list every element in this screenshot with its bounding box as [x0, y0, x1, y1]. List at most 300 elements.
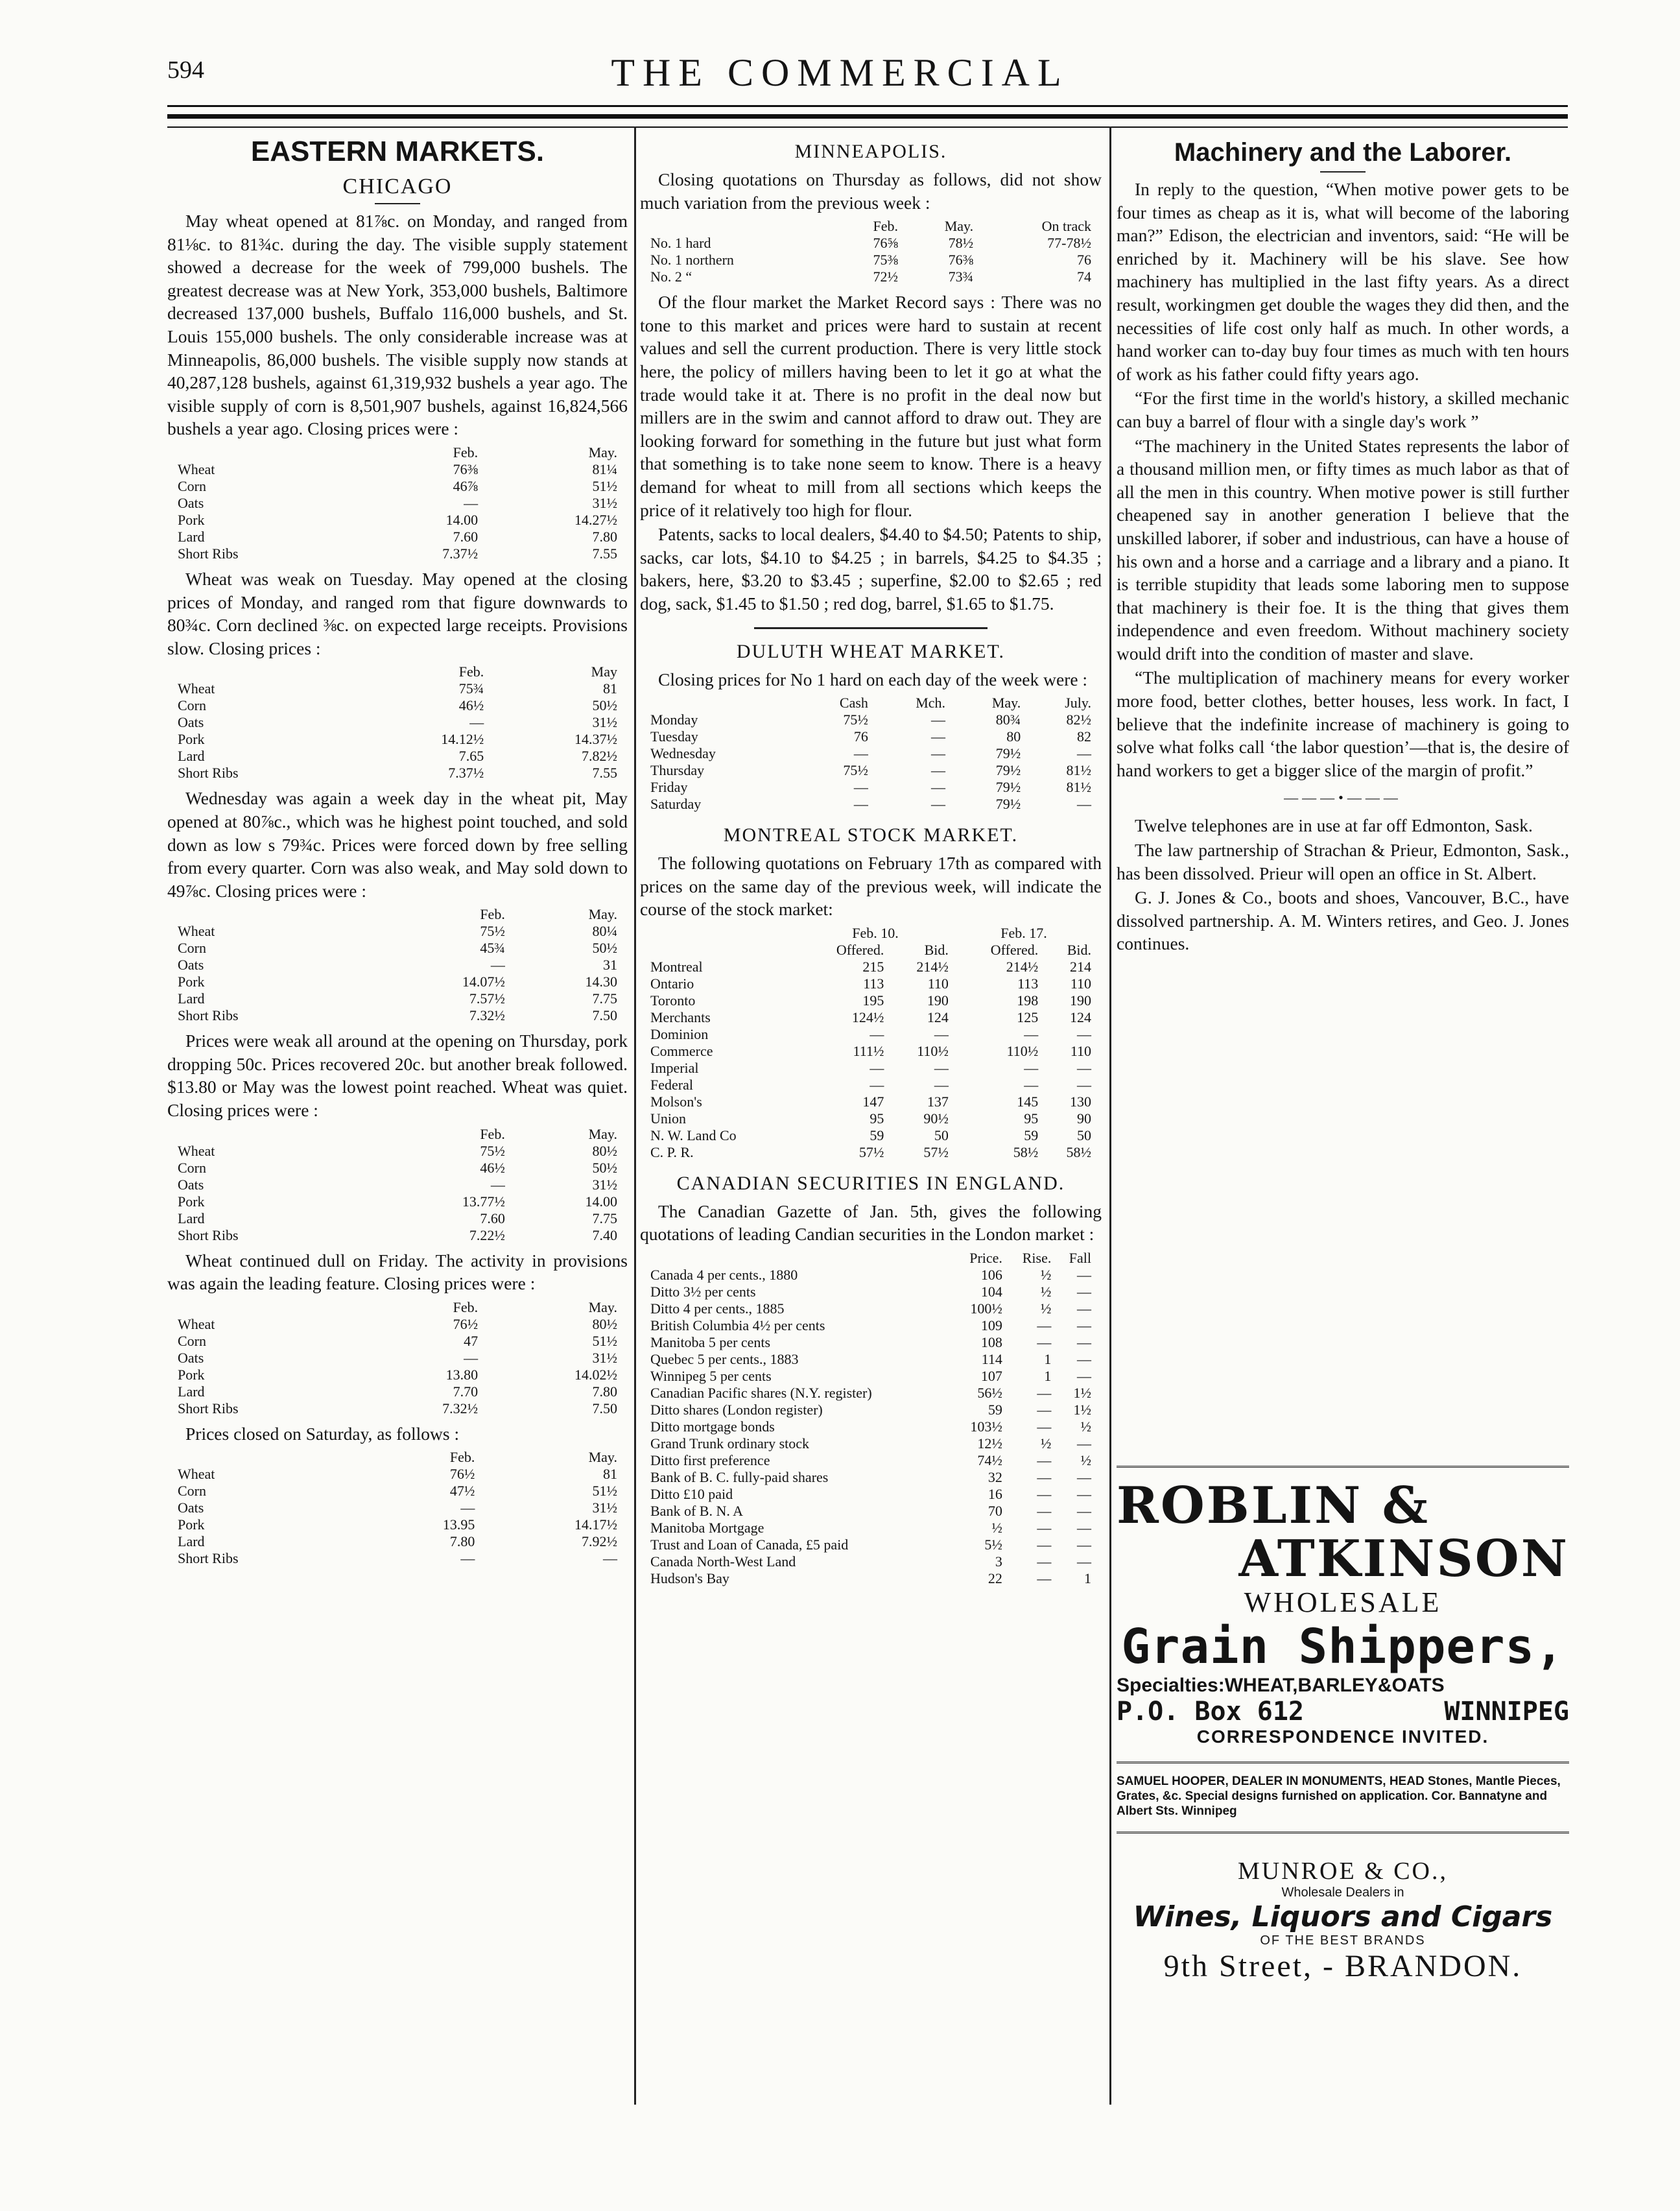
table-cell: 125: [1017, 1009, 1039, 1025]
table-cell: 81¼: [592, 460, 617, 477]
table-row: [646, 1402, 1095, 1418]
table-row: [174, 697, 621, 714]
table-column-header: Feb.: [453, 1298, 479, 1315]
row-label: Trust and Loan of Canada, £5 paid: [650, 1536, 849, 1553]
table-cell: 58½: [1066, 1143, 1091, 1160]
table-cell: —: [1077, 1553, 1091, 1570]
table-cell: 7.57½: [469, 990, 505, 1007]
row-label: Ditto 3½ per cents: [650, 1284, 756, 1300]
table-cell: 45¾: [480, 940, 505, 957]
table-cell: 80¾: [995, 711, 1021, 728]
table-cell: —: [934, 1059, 949, 1076]
table-row: [646, 1110, 1095, 1127]
table-cell: —: [490, 957, 505, 974]
table-row: [174, 1466, 621, 1483]
table-corner: [174, 444, 362, 461]
row-label: Manitoba 5 per cents: [650, 1334, 771, 1351]
table-cell: 14.07½: [462, 974, 505, 990]
title-rule: [1320, 171, 1366, 173]
table-row: [646, 269, 1095, 285]
section-title: Machinery and the Laborer.: [1174, 138, 1512, 167]
masthead-rule-thick: [167, 114, 1568, 119]
row-label: Wheat: [178, 1142, 215, 1159]
table-row: [646, 1284, 1095, 1300]
column-machinery: [1117, 133, 1569, 1404]
row-label: Union: [650, 1110, 686, 1127]
table-row: [646, 1009, 1095, 1026]
table-cell: —: [1077, 1025, 1091, 1042]
table-cell: —: [1037, 1385, 1052, 1402]
table-cell: 57½: [858, 1143, 884, 1160]
table-cell: 59: [870, 1127, 884, 1143]
ad-wholesale: WHOLESALE: [1244, 1586, 1442, 1618]
table-row: [174, 748, 621, 765]
paragraph: Wheat continued dull on Friday. The activity in provisions was again the leading feature. Closing prices were :: [167, 1250, 628, 1294]
table-cell: 50: [1077, 1127, 1091, 1143]
table-cell: 7.40: [592, 1226, 617, 1243]
table-column-header: Feb.: [458, 663, 484, 680]
ad-hooper: SAMUEL HOOPER, DEALER IN MONUMENTS, HEAD Stones, Mantle Pieces, Grates, &c. Special designs furnished on application. Cor. Bannatyne and Albert Sts. Winnipeg: [1117, 1775, 1561, 1818]
row-label: Bank of B. C. fully-paid shares: [650, 1469, 829, 1486]
table-cell: 50½: [592, 940, 617, 957]
table-cell: 57½: [923, 1143, 949, 1160]
table-cell: 124½: [851, 1009, 884, 1025]
table-cell: —: [1077, 1469, 1091, 1486]
table-cell: 214½: [916, 958, 949, 975]
table-cell: 137: [927, 1093, 949, 1110]
table-row: [174, 731, 621, 748]
row-label: Pork: [178, 1193, 205, 1210]
table-cell: —: [931, 779, 946, 796]
table-row: [174, 1383, 621, 1400]
row-label: Short Ribs: [178, 1007, 239, 1024]
table-cell: 108: [980, 1334, 1002, 1351]
table-cell: 78½: [948, 235, 974, 252]
table-cell: 1: [1044, 1368, 1052, 1385]
table-cell: 7.80: [449, 1533, 475, 1550]
table-cell: 81½: [1066, 762, 1091, 779]
table-row: [174, 478, 621, 495]
row-label: No. 1 northern: [650, 252, 734, 269]
table-row: [174, 545, 621, 562]
table-cell: 5½: [984, 1536, 1002, 1553]
row-label: Ditto first preference: [650, 1452, 770, 1469]
table-cell: 7.75: [592, 990, 617, 1007]
table-cell: 190: [1070, 992, 1091, 1009]
table-corner: [174, 1126, 366, 1143]
table-cell: 1: [1044, 1351, 1052, 1368]
row-label: Ontario: [650, 975, 694, 992]
table-cell: —: [934, 1025, 949, 1042]
row-label: Lard: [178, 1533, 205, 1550]
table-row: [646, 745, 1095, 762]
table-row: [174, 1316, 621, 1333]
table-column-header: On track: [1041, 218, 1091, 235]
table-row: [646, 1368, 1095, 1385]
ad-munroe-name: MUNROE & CO.,: [1237, 1858, 1449, 1885]
table-cell: —: [1077, 1435, 1091, 1452]
table-column-header: Price.: [969, 1250, 1002, 1267]
row-label: Quebec 5 per cents., 1883: [650, 1351, 799, 1368]
row-label: Pork: [178, 731, 205, 748]
table-row: [646, 959, 1095, 975]
table-row: [174, 1400, 621, 1417]
table-row: [174, 1143, 621, 1160]
table-group-label: Feb. 10.: [852, 924, 899, 941]
table-cell: 14.17½: [574, 1516, 617, 1533]
table-cell: 50½: [592, 697, 617, 714]
column-eastern-markets: [167, 133, 628, 2105]
table-cell: —: [1037, 1570, 1052, 1587]
table-row: [646, 1570, 1095, 1587]
paragraph: Of the flour market the Market Record says : There was no tone to this market and prices were hard to sustain at recent values and sell the current production. There is very little stock here, the policy of millers having been to let it go at what the trade would take it at. There is no profit in the deal now but millers are in the swim and cannot afford to draw out. They are looking forward for something in the future but just what form that something is to take none seem to know. There is a heavy demand for wheat to mill from all sections which keeps the price of it relatively too high for flour.: [640, 292, 1102, 520]
table-cell: 50½: [592, 1159, 617, 1176]
paragraph: “For the first time in the world's history, a skilled mechanic can buy a barrel of flour with a single day's work ”: [1117, 388, 1569, 431]
row-label: Pork: [178, 1516, 205, 1533]
table-row: [646, 992, 1095, 1009]
table-row: [646, 1300, 1095, 1317]
table-cell: 31½: [592, 494, 617, 511]
table-cell: 95: [870, 1110, 884, 1127]
row-label: Short Ribs: [178, 1550, 239, 1567]
table-cell: —: [460, 1500, 475, 1516]
table-corner: [174, 663, 354, 680]
table-row: [174, 680, 621, 697]
table-cell: 214½: [1006, 958, 1039, 975]
price-table: [174, 444, 621, 562]
table-cell: —: [1077, 1486, 1091, 1503]
table-cell: 46½: [480, 1159, 505, 1176]
table-cell: —: [931, 711, 946, 728]
row-label: Monday: [650, 711, 698, 728]
row-label: Ditto £10 paid: [650, 1486, 733, 1503]
table-cell: 90½: [923, 1110, 949, 1127]
table-cell: 7.65: [458, 748, 484, 765]
table-cell: —: [460, 1550, 475, 1567]
table-cell: 190: [927, 992, 949, 1009]
table-cell: 56½: [977, 1385, 1002, 1402]
table-cell: ½: [1040, 1284, 1052, 1300]
row-label: Tuesday: [650, 728, 698, 745]
table-cell: 76: [853, 728, 868, 745]
table-cell: 75½: [843, 711, 868, 728]
row-label: Lard: [178, 1210, 205, 1226]
table-cell: 31½: [592, 1500, 617, 1516]
table-row: [646, 1536, 1095, 1553]
row-label: Dominion: [650, 1025, 709, 1042]
table-row: [174, 714, 621, 731]
table-cell: 7.75: [592, 1210, 617, 1226]
table-cell: —: [931, 728, 946, 745]
paragraph: Closing quotations on Thursday as follows, did not show much variation from the previous week :: [640, 169, 1102, 213]
table-cell: —: [1077, 745, 1091, 762]
table-column-header: May.: [588, 906, 617, 923]
table-cell: 7.55: [592, 545, 617, 562]
section-title: MONTREAL STOCK MARKET.: [723, 824, 1019, 846]
table-corner: [174, 1299, 362, 1316]
table-row: [174, 1533, 621, 1550]
column-divider: [1109, 126, 1111, 2105]
table-row: [646, 1317, 1095, 1334]
row-label: Manitoba Mortgage: [650, 1520, 764, 1536]
table-cell: 7.32½: [469, 1007, 505, 1024]
table-cell: 79½: [995, 745, 1021, 762]
section-rule: [754, 627, 988, 629]
table-column-header: Feb.: [873, 218, 898, 235]
table-row: [646, 1385, 1095, 1402]
ad-company-line1: ROBLIN &: [1117, 1476, 1430, 1535]
table-cell: 110: [1070, 975, 1091, 992]
table-row: [174, 1550, 621, 1567]
table-cell: 14.02½: [574, 1366, 617, 1383]
row-label: Lard: [178, 990, 205, 1007]
row-label: Grand Trunk ordinary stock: [650, 1435, 810, 1452]
table-cell: 7.50: [592, 1400, 617, 1416]
table-row: [646, 1452, 1095, 1469]
table-cell: —: [1077, 1076, 1091, 1093]
table-row: [174, 1350, 621, 1367]
table-cell: —: [1077, 1334, 1091, 1351]
table-cell: 51½: [592, 477, 617, 494]
ad-munroe-goods: Wines, Liquors and Cigars: [1133, 1900, 1553, 1933]
table-cell: 79½: [995, 779, 1021, 796]
table-column-header: Feb.: [480, 906, 505, 923]
table-cell: 111½: [853, 1042, 884, 1059]
price-table: [174, 1126, 621, 1244]
table-header: [646, 695, 1095, 711]
table-cell: —: [1037, 1469, 1052, 1486]
row-label: Short Ribs: [178, 765, 239, 782]
table-cell: —: [1037, 1334, 1052, 1351]
table-cell: 7.50: [592, 1007, 617, 1024]
table-cell: 110: [1070, 1042, 1091, 1059]
table-cell: 47½: [449, 1483, 475, 1500]
table-cell: —: [464, 1349, 479, 1366]
table-cell: 110: [927, 975, 949, 992]
row-label: Canadian Pacific shares (N.Y. register): [650, 1385, 872, 1402]
table-column-header: Feb.: [453, 444, 479, 460]
table-group-header: [646, 925, 1095, 942]
row-label: Bank of B. N. A: [650, 1503, 743, 1520]
table-cell: 31½: [592, 714, 617, 731]
table-cell: 75¾: [458, 680, 484, 697]
table-cell: —: [934, 1076, 949, 1093]
row-label: No. 1 hard: [650, 235, 711, 252]
table-cell: 31½: [592, 1176, 617, 1193]
table-column-header: Offered.: [836, 941, 884, 958]
table-cell: 58½: [1013, 1143, 1039, 1160]
table-cell: ½: [1040, 1435, 1052, 1452]
table-cell: 100½: [970, 1300, 1002, 1317]
table-row: [174, 529, 621, 545]
row-label: Wednesday: [650, 745, 716, 762]
row-label: Montreal: [650, 958, 703, 975]
table-cell: —: [469, 714, 484, 731]
row-label: Ditto 4 per cents., 1885: [650, 1300, 785, 1317]
table-cell: 107: [980, 1368, 1002, 1385]
table-column-header: Bid.: [1067, 941, 1091, 958]
table-corner: [646, 218, 834, 235]
table-cell: 76⅜: [453, 460, 479, 477]
table-cell: 79½: [995, 796, 1021, 813]
table-row: [646, 1553, 1095, 1570]
table-cell: —: [853, 745, 868, 762]
table-row: [646, 1077, 1095, 1094]
row-label: Imperial: [650, 1059, 699, 1076]
row-label: Saturday: [650, 796, 702, 813]
price-table: [174, 906, 621, 1024]
table-cell: 195: [862, 992, 884, 1009]
securities-table: [646, 1250, 1095, 1587]
table-cell: 214: [1070, 958, 1091, 975]
ad-pobox: P.O. Box 612: [1117, 1697, 1304, 1727]
table-cell: 75½: [843, 762, 868, 779]
row-label: Molson's: [650, 1093, 702, 1110]
ad-city: WINNIPEG: [1444, 1697, 1569, 1727]
table-cell: 7.70: [453, 1383, 479, 1400]
table-cell: —: [853, 779, 868, 796]
table-cell: 81: [603, 1466, 617, 1483]
table-row: [646, 762, 1095, 779]
table-cell: 113: [863, 975, 884, 992]
table-cell: —: [1037, 1503, 1052, 1520]
row-label: Federal: [650, 1076, 693, 1093]
row-label: Hudson's Bay: [650, 1570, 729, 1587]
table-row: [174, 461, 621, 478]
ad-munroe-address: 9th Street, - BRANDON.: [1163, 1949, 1522, 1983]
row-label: No. 2 “: [650, 269, 692, 285]
table-cell: 13.80: [445, 1366, 479, 1383]
row-label: N. W. Land Co: [650, 1127, 737, 1143]
ad-rule: [1117, 1762, 1569, 1763]
table-cell: 80: [1006, 728, 1021, 745]
table-corner: [646, 1250, 952, 1267]
ad-correspondence: CORRESPONDENCE INVITED.: [1196, 1727, 1489, 1747]
masthead-rule: [167, 105, 1568, 107]
table-cell: —: [1037, 1553, 1052, 1570]
table-cell: 109: [980, 1317, 1002, 1334]
table-column-header: Bid.: [924, 941, 949, 958]
table-row: [646, 711, 1095, 728]
table-row: [174, 495, 621, 512]
table-cell: 76⅜: [948, 252, 974, 269]
table-column-header: Feb.: [480, 1125, 505, 1142]
table-row: [174, 1516, 621, 1533]
row-label: Corn: [178, 1159, 206, 1176]
table-cell: —: [1077, 796, 1091, 813]
table-cell: 32: [988, 1469, 1002, 1486]
table-cell: 7.22½: [469, 1226, 505, 1243]
table-column-header: Fall: [1069, 1250, 1091, 1267]
row-label: Wheat: [178, 680, 215, 697]
table-cell: 7.80: [592, 1383, 617, 1400]
table-header: [174, 1299, 621, 1316]
row-label: Corn: [178, 940, 206, 957]
table-cell: 74: [1077, 269, 1091, 285]
table-cell: 147: [862, 1093, 884, 1110]
row-label: Oats: [178, 494, 204, 511]
table-cell: 215: [862, 958, 884, 975]
table-corner: [646, 942, 798, 959]
row-label: Ditto shares (London register): [650, 1402, 823, 1418]
table-cell: 75⅜: [873, 252, 898, 269]
table-cell: 75½: [480, 923, 505, 940]
title-rule: [375, 203, 420, 204]
table-cell: 14.12½: [441, 731, 484, 748]
table-row: [174, 1227, 621, 1244]
table-cell: —: [1037, 1317, 1052, 1334]
row-label: Canada North-West Land: [650, 1553, 796, 1570]
table-cell: 59: [1024, 1127, 1039, 1143]
table-column-header: Offered.: [990, 941, 1039, 958]
table-cell: 113: [1017, 975, 1039, 992]
table-row: [174, 1210, 621, 1227]
row-label: Short Ribs: [178, 1400, 239, 1416]
paragraph: Prices were weak all around at the opening on Thursday, pork dropping 50c. Prices recovered 20c. but another break followed. $13.80 or May was the lowest point reached. Wheat was quiet. Closing prices were :: [167, 1031, 628, 1121]
row-label: Friday: [650, 779, 688, 796]
table-cell: 198: [1017, 992, 1039, 1009]
column-minneapolis: [640, 133, 1102, 2105]
paragraph: Wheat was weak on Tuesday. May opened at the closing prices of Monday, and ranged rom that figure downwards to 80¾c. Corn declined ⅜c. on expected large receipts. Provisions slow. Closing prices :: [167, 568, 628, 658]
row-label: Wheat: [178, 923, 215, 940]
paragraph: Closing prices for No 1 hard on each day of the week were :: [658, 669, 1088, 689]
subsection-title: CHICAGO: [342, 174, 453, 198]
table-cell: —: [853, 796, 868, 813]
table-row: [646, 1435, 1095, 1452]
table-header: [174, 1126, 621, 1143]
table-cell: 124: [1070, 1009, 1091, 1025]
table-cell: 51½: [592, 1332, 617, 1349]
row-label: Oats: [178, 957, 204, 974]
table-row: [646, 1334, 1095, 1351]
paragraph: Wednesday was again a week day in the wheat pit, May opened at 80⅞c., which was he highest point touched, and sold down as low s 79¾c. Prices were forced down by free selling from every quarter. Corn was also weak, and May sold down to 49⅞c. Closing prices were :: [167, 788, 628, 901]
table-row: [646, 1469, 1095, 1486]
table-corner: [174, 906, 366, 923]
table-row: [646, 975, 1095, 992]
table-cell: 7.37½: [442, 545, 479, 562]
table-cell: 16: [988, 1486, 1002, 1503]
table-cell: 13.95: [442, 1516, 475, 1533]
paragraph: “The machinery in the United States represents the labor of a thousand million men, or fifty times as much labor as that of all the men in this country. When motive power is still further cheapened say in another generation I believe that the unskilled laborer, if sober and industrious, can have a house of his own and a horse and a carriage and a library and a piano. It is terrible stupidity that leads some laboring men to suppose that machinery is their foe. It is the thing that gives them independence and even freedom. Without machinery society would drift into the condition of master and slave.: [1117, 435, 1569, 663]
ad-roblin-atkinson: [1117, 1466, 1569, 1984]
row-label: Oats: [178, 1349, 204, 1366]
table-cell: 7.82½: [582, 748, 617, 765]
table-cell: —: [1037, 1418, 1052, 1435]
table-row: [174, 1160, 621, 1177]
table-cell: —: [1024, 1059, 1039, 1076]
paragraph: The Canadian Gazette of Jan. 5th, gives the following quotations of leading Candian securities in the London market :: [640, 1201, 1102, 1245]
section-title: MINNEAPOLIS.: [794, 141, 947, 162]
table-cell: 7.60: [453, 528, 479, 545]
table-column-header: Feb.: [449, 1449, 475, 1466]
masthead-rule-thin: [167, 126, 1568, 128]
row-label: British Columbia 4½ per cents: [650, 1317, 825, 1334]
table-cell: 46½: [458, 697, 484, 714]
ad-munroe-brands: OF THE BEST BRANDS: [1260, 1933, 1426, 1948]
page-number: 594: [167, 56, 204, 84]
table-cell: 47: [464, 1332, 479, 1349]
table-cell: 80½: [592, 1315, 617, 1332]
ad-company-line2: ATKINSON: [1238, 1529, 1569, 1588]
table-cell: 74½: [977, 1452, 1002, 1469]
table-row: [646, 1503, 1095, 1520]
row-label: Corn: [178, 477, 206, 494]
table-cell: 145: [1017, 1093, 1039, 1110]
row-label: Toronto: [650, 992, 696, 1009]
table-row: [174, 974, 621, 990]
table-column-header: May: [591, 663, 617, 680]
table-cell: ½: [1080, 1452, 1091, 1469]
